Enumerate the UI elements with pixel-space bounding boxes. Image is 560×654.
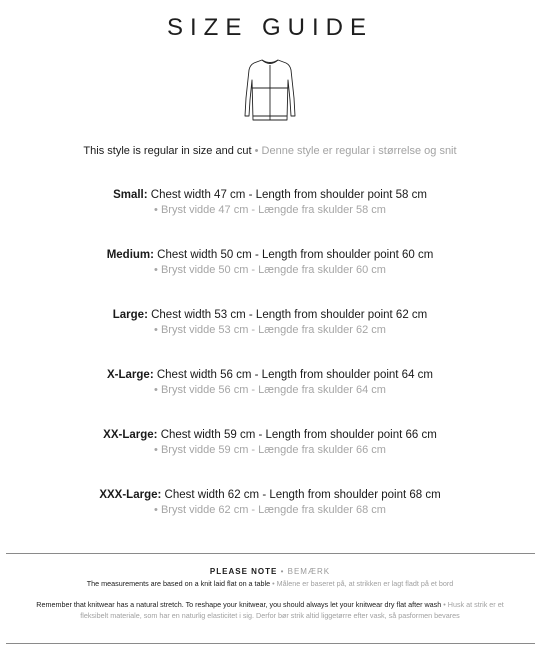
size-translation: • Bryst vidde 56 cm - Længde fra skulder 64 cm: [154, 384, 386, 396]
fit-text: This style is regular in size and cut: [83, 145, 252, 157]
size-translation: • Bryst vidde 47 cm - Længde fra skulder 58 cm: [154, 204, 386, 216]
size-name: Small:: [113, 189, 148, 201]
size-name: XXX-Large:: [99, 489, 162, 501]
note-measurements: [30, 578, 510, 589]
fit-description: [0, 145, 540, 157]
size-x-large: [0, 368, 540, 398]
size-translation: • Bryst vidde 62 cm - Længde fra skulder 68 cm: [154, 504, 386, 516]
size-xx-large: [0, 428, 540, 458]
size-desc: Chest width 50 cm - Length from shoulder point 60 cm: [157, 249, 434, 261]
size-name: Medium:: [106, 249, 154, 261]
knit-jacket-icon: [243, 58, 297, 124]
size-name: XX-Large:: [103, 429, 158, 441]
fit-translation: Denne style er regular i størrelse og snit: [261, 145, 457, 157]
size-translation: • Bryst vidde 59 cm - Længde fra skulder 66 cm: [154, 444, 386, 456]
size-desc: Chest width 53 cm - Length from shoulder point 62 cm: [151, 309, 428, 321]
page-title: SIZE GUIDE: [166, 14, 374, 41]
note-measurements-translation: • Målene er baseret på, at strikken er lagt fladt på et bord: [270, 579, 454, 588]
size-large: [0, 308, 540, 338]
size-translation: • Bryst vidde 50 cm - Længde fra skulder 60 cm: [154, 264, 386, 276]
note-measurements-text: The measurements are based on a knit laid flat on a table: [86, 579, 271, 588]
note-stretch: [30, 599, 510, 621]
size-translation: • Bryst vidde 53 cm - Længde fra skulder 62 cm: [154, 324, 386, 336]
bottom-divider: [6, 643, 535, 644]
note-stretch-translation: • Husk at strik er et fleksibelt materiale, som har en naturlig elasticitet i sig. Derfor bør strik altid liggetørre efter vask, så pasformen bevares: [80, 600, 504, 620]
note-title: [0, 567, 540, 576]
size-medium: [0, 248, 540, 278]
size-desc: Chest width 59 cm - Length from shoulder point 66 cm: [160, 429, 437, 441]
note-heading: PLEASE NOTE: [209, 567, 278, 576]
size-small: [0, 188, 540, 218]
size-desc: Chest width 62 cm - Length from shoulder point 68 cm: [164, 489, 441, 501]
size-xxx-large: [0, 488, 540, 518]
size-name: X-Large:: [107, 369, 154, 381]
top-divider: [6, 553, 535, 554]
note-separator: •: [277, 567, 288, 576]
size-desc: Chest width 56 cm - Length from shoulder point 64 cm: [156, 369, 433, 381]
fit-separator: •: [251, 145, 262, 157]
note-heading-translation: BEMÆRK: [287, 567, 331, 576]
note-stretch-text: Remember that knitwear has a natural stretch. To reshape your knitwear, you should always let your knitwear dry flat after wash: [36, 600, 442, 609]
size-desc: Chest width 47 cm - Length from shoulder point 58 cm: [150, 189, 427, 201]
size-name: Large:: [112, 309, 148, 321]
